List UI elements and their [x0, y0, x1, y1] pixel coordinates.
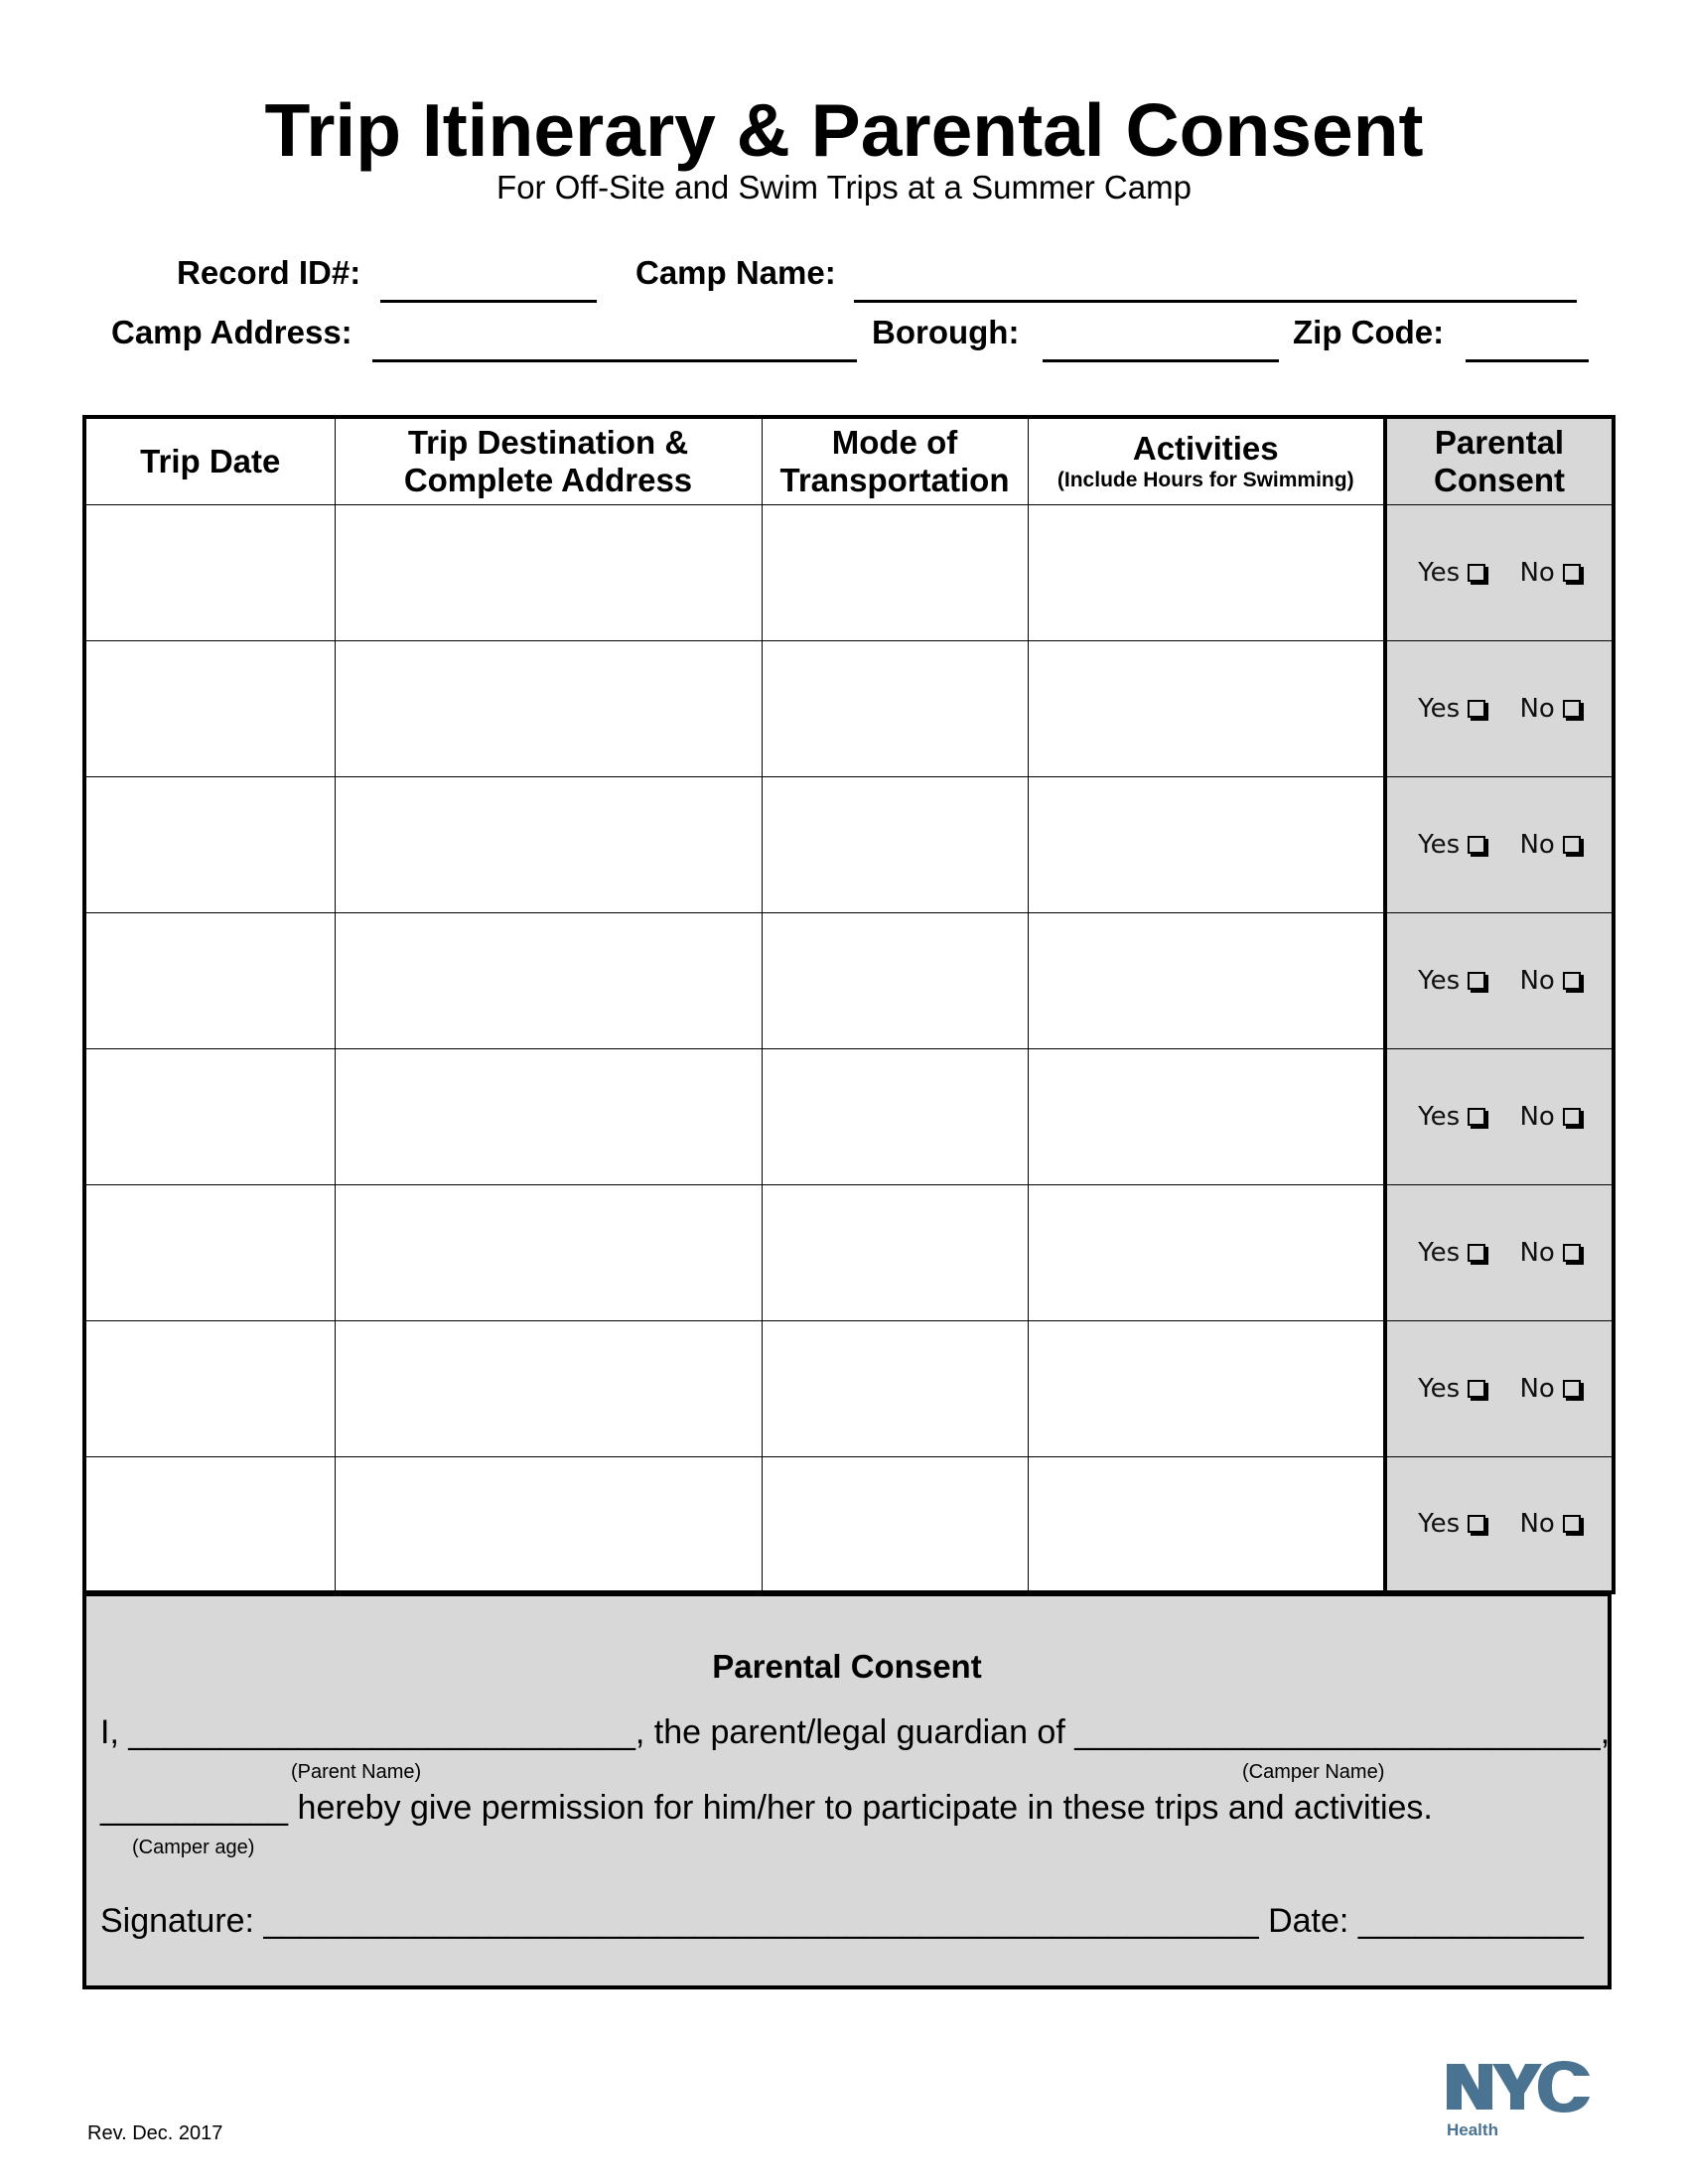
yes-option[interactable]	[1418, 1509, 1485, 1539]
destination-cell[interactable]	[335, 1456, 762, 1592]
transportation-cell[interactable]	[762, 1048, 1028, 1184]
no-checkbox[interactable]	[1563, 1380, 1581, 1398]
consent-cell	[1385, 912, 1614, 1048]
yes-label: Yes	[1418, 1237, 1461, 1268]
no-checkbox[interactable]	[1563, 1244, 1581, 1262]
activities-cell[interactable]	[1028, 640, 1385, 776]
yes-option[interactable]	[1418, 1238, 1485, 1268]
table-row	[84, 776, 1614, 912]
transportation-cell[interactable]	[762, 504, 1028, 640]
date-field[interactable]: ____________	[1357, 1902, 1584, 1940]
destination-cell[interactable]	[335, 1184, 762, 1320]
yes-label: Yes	[1418, 1508, 1461, 1539]
yes-option[interactable]	[1418, 694, 1485, 724]
activities-cell[interactable]	[1028, 1048, 1385, 1184]
destination-cell[interactable]	[335, 504, 762, 640]
no-option[interactable]	[1519, 966, 1580, 996]
trip-date-cell[interactable]	[84, 1184, 335, 1320]
no-label: No	[1519, 1237, 1555, 1268]
header-destination-line2: Complete Address	[403, 461, 693, 498]
consent-cell	[1385, 1456, 1614, 1592]
yes-option[interactable]	[1418, 830, 1485, 860]
no-option[interactable]	[1519, 1509, 1580, 1539]
yes-checkbox[interactable]	[1468, 700, 1485, 718]
yes-checkbox[interactable]	[1468, 1515, 1485, 1533]
header-mode-line1: Mode of	[831, 423, 958, 461]
trip-date-cell[interactable]	[84, 1456, 335, 1592]
transportation-cell[interactable]	[762, 640, 1028, 776]
yes-no-options	[1387, 830, 1612, 860]
header-transportation	[762, 417, 1028, 504]
trip-date-cell[interactable]	[84, 776, 335, 912]
activities-cell[interactable]	[1028, 1320, 1385, 1456]
trip-date-cell[interactable]	[84, 504, 335, 640]
consent-cell	[1385, 1320, 1614, 1456]
header-consent-line2: Consent	[1434, 461, 1565, 498]
camper-name-caption: (Camper Name)	[1242, 1761, 1385, 1783]
camp-name-label: Camp Name:	[635, 254, 836, 291]
yes-checkbox[interactable]	[1468, 836, 1485, 854]
camp-name-field[interactable]	[854, 300, 1577, 303]
header-destination	[335, 417, 762, 504]
yes-checkbox[interactable]	[1468, 972, 1485, 990]
form-subtitle: For Off-Site and Swim Trips at a Summer Camp	[496, 169, 1192, 205]
no-option[interactable]	[1519, 1374, 1580, 1404]
yes-label: Yes	[1418, 693, 1461, 724]
header-consent-line1: Parental	[1434, 423, 1565, 461]
no-checkbox[interactable]	[1563, 700, 1581, 718]
no-checkbox[interactable]	[1563, 972, 1581, 990]
header-activities	[1028, 417, 1385, 504]
no-label: No	[1519, 965, 1555, 996]
camper-age-field[interactable]: __________	[100, 1789, 289, 1827]
form-title: Trip Itinerary & Parental Consent	[264, 88, 1424, 172]
header-mode-line2: Transportation	[779, 461, 1010, 498]
yes-no-options	[1387, 558, 1612, 588]
signature-field[interactable]: _____________________________________________________	[263, 1902, 1259, 1940]
yes-option[interactable]	[1418, 1374, 1485, 1404]
no-label: No	[1519, 693, 1555, 724]
no-checkbox[interactable]	[1563, 1108, 1581, 1126]
signature-line	[100, 1902, 1584, 1941]
yes-no-options	[1387, 1102, 1612, 1132]
transportation-cell[interactable]	[762, 912, 1028, 1048]
activities-cell[interactable]	[1028, 912, 1385, 1048]
trip-date-cell[interactable]	[84, 1048, 335, 1184]
yes-label: Yes	[1418, 965, 1461, 996]
zip-code-label: Zip Code:	[1293, 314, 1445, 350]
header-trip-date	[84, 417, 335, 504]
yes-checkbox[interactable]	[1468, 564, 1485, 582]
table-row	[84, 504, 1614, 640]
destination-cell[interactable]	[335, 912, 762, 1048]
trip-date-cell[interactable]	[84, 912, 335, 1048]
no-label: No	[1519, 829, 1555, 860]
yes-checkbox[interactable]	[1468, 1244, 1485, 1262]
yes-no-options	[1387, 1509, 1612, 1539]
yes-option[interactable]	[1418, 966, 1485, 996]
camp-address-label: Camp Address:	[111, 314, 352, 350]
zip-code-field[interactable]	[1466, 359, 1589, 362]
table-row	[84, 912, 1614, 1048]
consent-cell	[1385, 1048, 1614, 1184]
no-label: No	[1519, 557, 1555, 588]
consent-permission-text: hereby give permission for him/her to participate in these trips and activities.	[288, 1789, 1433, 1827]
logo-health-text: Health	[1447, 2120, 1498, 2139]
destination-cell[interactable]	[335, 640, 762, 776]
no-option[interactable]	[1519, 830, 1580, 860]
no-label: No	[1519, 1508, 1555, 1539]
yes-option[interactable]	[1418, 1102, 1485, 1132]
transportation-cell[interactable]	[762, 1456, 1028, 1592]
no-checkbox[interactable]	[1563, 836, 1581, 854]
borough-label: Borough:	[872, 314, 1020, 350]
yes-label: Yes	[1418, 829, 1461, 860]
destination-cell[interactable]	[335, 1320, 762, 1456]
no-option[interactable]	[1519, 558, 1580, 588]
table-row	[84, 1320, 1614, 1456]
parent-name-field[interactable]: ___________________________	[128, 1713, 635, 1751]
camper-age-caption: (Camper age)	[132, 1837, 255, 1858]
activities-cell[interactable]	[1028, 776, 1385, 912]
trip-table	[82, 415, 1612, 1594]
revision-date: Rev. Dec. 2017	[87, 2122, 223, 2144]
header-activities-note: (Include Hours for Swimming)	[1056, 468, 1354, 491]
header-destination-line1: Trip Destination &	[407, 423, 689, 461]
consent-title: Parental Consent	[712, 1648, 982, 1685]
logo-letter-y	[1492, 2064, 1542, 2110]
yes-option[interactable]	[1418, 558, 1485, 588]
consent-i-text: I,	[100, 1713, 129, 1751]
yes-checkbox[interactable]	[1468, 1108, 1485, 1126]
consent-cell	[1385, 504, 1614, 640]
camper-name-field[interactable]: ____________________________	[1074, 1713, 1601, 1751]
activities-cell[interactable]	[1028, 504, 1385, 640]
transportation-cell[interactable]	[762, 1320, 1028, 1456]
borough-field[interactable]	[1043, 359, 1279, 362]
yes-no-options	[1387, 966, 1612, 996]
no-checkbox[interactable]	[1563, 1515, 1581, 1533]
consent-line-2	[100, 1789, 1433, 1828]
yes-no-options	[1387, 1374, 1612, 1404]
trip-date-cell[interactable]	[84, 1320, 335, 1456]
no-option[interactable]	[1519, 1102, 1580, 1132]
no-label: No	[1519, 1101, 1555, 1132]
header-parental-consent	[1385, 417, 1614, 504]
record-id-label: Record ID#:	[177, 254, 361, 291]
table-row	[84, 1048, 1614, 1184]
activities-cell[interactable]	[1028, 1184, 1385, 1320]
destination-cell[interactable]	[335, 1048, 762, 1184]
consent-comma: ,	[1600, 1713, 1611, 1751]
yes-checkbox[interactable]	[1468, 1380, 1485, 1398]
table-row	[84, 1456, 1614, 1592]
yes-no-options	[1387, 1238, 1612, 1268]
table-header-row	[84, 417, 1614, 504]
consent-cell	[1385, 640, 1614, 776]
logo-letter-n	[1447, 2064, 1492, 2110]
consent-line-1	[100, 1713, 1610, 1752]
transportation-cell[interactable]	[762, 776, 1028, 912]
header-activities-label: Activities	[1132, 429, 1279, 467]
no-label: No	[1519, 1373, 1555, 1404]
parent-name-caption: (Parent Name)	[291, 1761, 422, 1783]
table-row	[84, 640, 1614, 776]
nyc-health-logo	[1445, 2060, 1592, 2149]
transportation-cell[interactable]	[762, 1184, 1028, 1320]
yes-label: Yes	[1418, 557, 1461, 588]
no-option[interactable]	[1519, 694, 1580, 724]
yes-label: Yes	[1418, 1101, 1461, 1132]
header-trip-date-label: Trip Date	[140, 442, 281, 479]
consent-cell	[1385, 776, 1614, 912]
signature-label: Signature:	[100, 1902, 264, 1940]
parental-consent-panel	[82, 1592, 1612, 1989]
consent-guardian-text: , the parent/legal guardian of	[634, 1713, 1075, 1751]
consent-cell	[1385, 1184, 1614, 1320]
yes-no-options	[1387, 694, 1612, 724]
yes-label: Yes	[1418, 1373, 1461, 1404]
no-option[interactable]	[1519, 1238, 1580, 1268]
logo-letter-c	[1538, 2061, 1590, 2113]
destination-cell[interactable]	[335, 776, 762, 912]
record-id-field[interactable]	[380, 300, 597, 303]
table-row	[84, 1184, 1614, 1320]
activities-cell[interactable]	[1028, 1456, 1385, 1592]
camp-address-field[interactable]	[372, 359, 857, 362]
trip-date-cell[interactable]	[84, 640, 335, 776]
date-label: Date:	[1258, 1902, 1358, 1940]
no-checkbox[interactable]	[1563, 564, 1581, 582]
